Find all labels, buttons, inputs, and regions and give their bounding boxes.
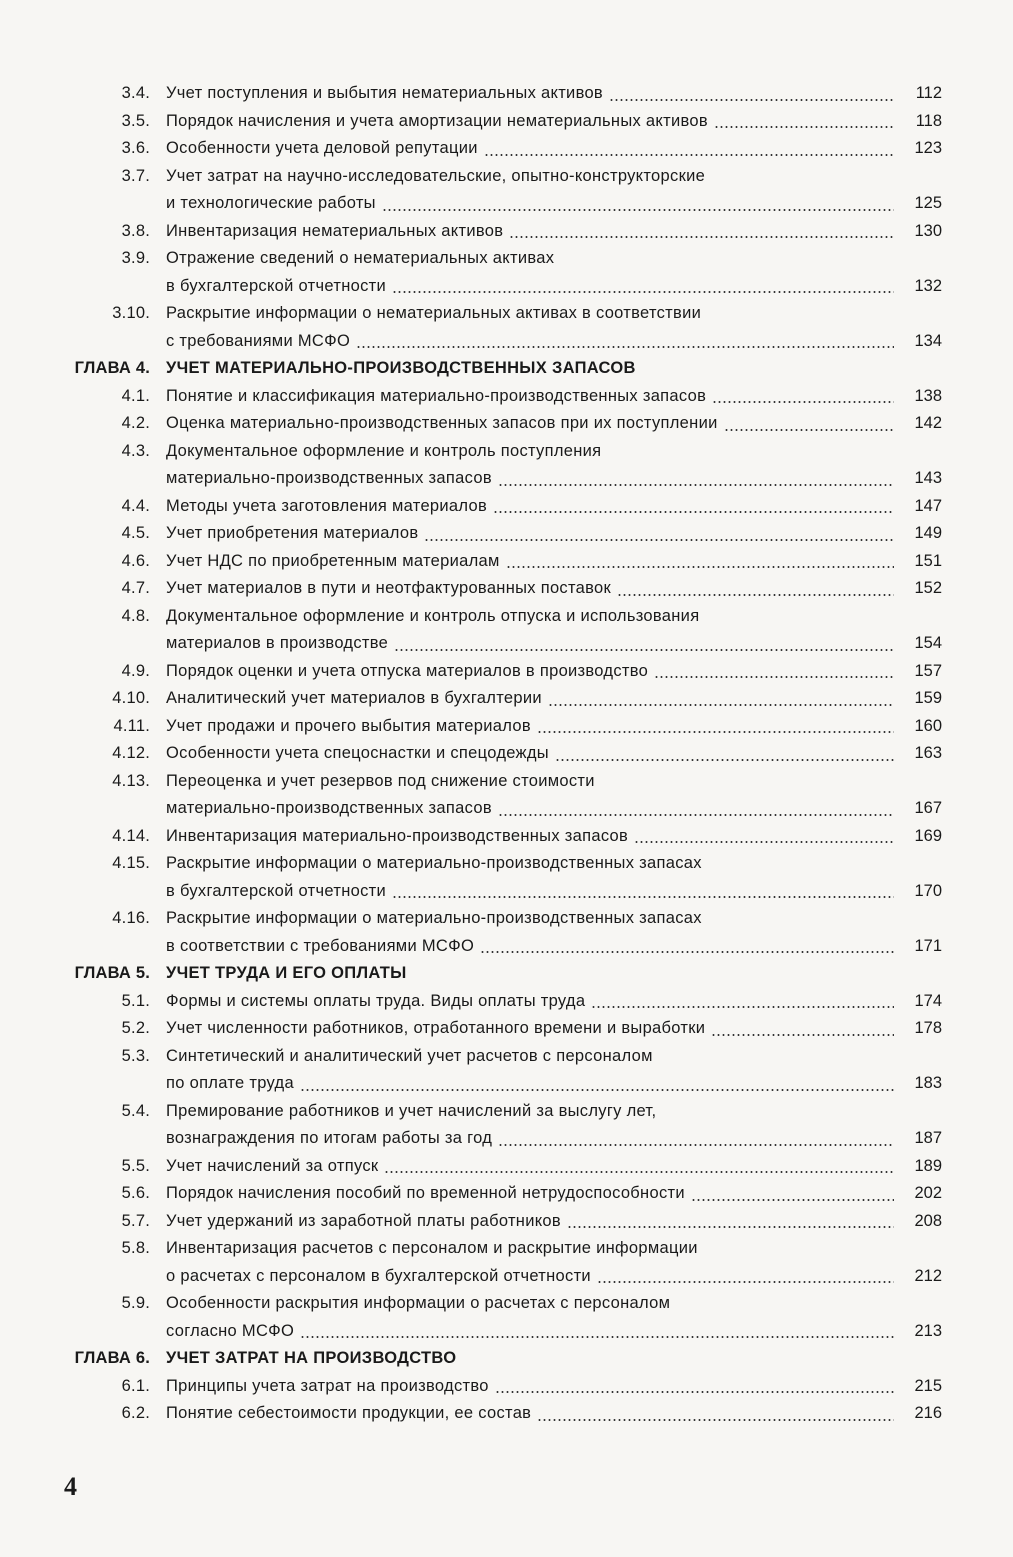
dot-leader: [537, 1419, 894, 1421]
page-ref: 216: [914, 1404, 942, 1422]
section-number: 3.4.: [121, 84, 150, 102]
toc-entry: [0, 630, 1013, 658]
dot-leader: [597, 1281, 894, 1283]
toc-entry: [0, 878, 1013, 906]
toc-entry: [0, 108, 1013, 136]
section-number: 4.14.: [112, 826, 150, 845]
toc-entry: [0, 1153, 1013, 1181]
dot-leader: [498, 1144, 894, 1146]
section-number: 5.6.: [121, 1184, 150, 1202]
dot-leader: [392, 291, 894, 293]
page-ref: 202: [914, 1184, 942, 1202]
section-title: с требованиями МСФО: [166, 331, 351, 350]
dot-leader: [384, 1171, 894, 1173]
section-title: Оценка материально-производственных запасов при их поступлении: [166, 414, 718, 432]
page-ref: 159: [914, 689, 942, 707]
toc-entry: [0, 1015, 1013, 1043]
chapter-title: УЧЕТ МАТЕРИАЛЬНО-ПРОИЗВОДСТВЕННЫХ ЗАПАСОВ: [166, 359, 636, 377]
section-number: 4.15.: [112, 854, 150, 872]
section-title: Премирование работников и учет начислений за выслугу лет,: [166, 1101, 657, 1120]
section-title: Учет поступления и выбытия нематериальных активов: [166, 84, 603, 102]
section-number: 4.12.: [112, 744, 150, 762]
page-ref: 112: [915, 84, 942, 102]
page-number: 4: [64, 1472, 77, 1501]
dot-leader: [555, 759, 894, 761]
section-title: вознаграждения по итогам работы за год: [166, 1129, 493, 1147]
chapter-number: ГЛАВА 6.: [74, 1349, 150, 1367]
section-title: материально-производственных запасов: [166, 469, 492, 487]
toc-entry: [0, 328, 1013, 356]
section-title: материалов в производстве: [166, 634, 389, 652]
dot-leader: [548, 704, 894, 706]
dot-leader: [424, 539, 894, 541]
toc-entry: [0, 1125, 1013, 1153]
section-title: Документальное оформление и контроль поступления: [166, 441, 602, 460]
section-number: 5.4.: [121, 1101, 150, 1120]
section-title: Учет НДС по приобретенным материалам: [166, 551, 500, 570]
dot-leader: [495, 1391, 894, 1393]
section-number: 3.10.: [112, 304, 150, 322]
table-of-contents: [0, 80, 1013, 1428]
section-title: Методы учета заготовления материалов: [166, 496, 488, 515]
section-title: Особенности раскрытия информации о расчетах с персоналом: [166, 1294, 671, 1312]
dot-leader: [506, 566, 894, 568]
dot-leader: [537, 731, 894, 733]
section-title: Раскрытие информации о нематериальных активах в соответствии: [166, 304, 702, 322]
toc-entry: [0, 493, 1013, 521]
toc-entry: [0, 1098, 1013, 1126]
toc-entry: [0, 905, 1013, 933]
page-ref: 212: [914, 1266, 942, 1285]
section-number: 5.5.: [121, 1156, 150, 1175]
chapter-heading: [0, 355, 1013, 383]
toc-entry: [0, 603, 1013, 631]
section-number: 4.8.: [121, 606, 150, 625]
dot-leader: [724, 429, 894, 431]
section-title: Особенности учета спецоснастки и спецодежды: [166, 744, 549, 762]
dot-leader: [300, 1336, 894, 1338]
dot-leader: [394, 649, 894, 651]
section-title: в бухгалтерской отчетности: [166, 276, 387, 295]
dot-leader: [480, 951, 894, 953]
section-number: 5.1.: [121, 991, 150, 1010]
section-title: Особенности учета деловой репутации: [166, 139, 478, 157]
section-title: Инвентаризация материально-производственных запасов: [166, 826, 629, 845]
toc-entry: [0, 823, 1013, 851]
section-title: Порядок начисления пособий по временной нетрудоспособности: [166, 1184, 685, 1202]
section-title: Учет приобретения материалов: [166, 524, 419, 542]
section-number: 4.16.: [112, 909, 150, 927]
toc-entry: [0, 1318, 1013, 1346]
toc-entry: [0, 850, 1013, 878]
dot-leader: [567, 1226, 894, 1228]
dot-leader: [654, 676, 894, 678]
page-ref: 132: [914, 276, 942, 295]
page-ref: 178: [914, 1019, 942, 1037]
section-title: Понятие себестоимости продукции, ее состав: [166, 1404, 532, 1422]
section-title: в соответствии с требованиями МСФО: [166, 936, 475, 955]
toc-entry: [0, 300, 1013, 328]
page-ref: 149: [914, 524, 942, 542]
section-number: 5.7.: [121, 1211, 150, 1230]
section-title: Аналитический учет материалов в бухгалтерии: [166, 689, 542, 707]
section-number: 4.5.: [121, 524, 150, 542]
toc-entry: [0, 768, 1013, 796]
toc-entry: [0, 1043, 1013, 1071]
section-number: 4.9.: [121, 661, 150, 680]
section-number: 4.7.: [121, 579, 150, 597]
section-title: Понятие и классификация материально-производственных запасов: [166, 386, 707, 405]
dot-leader: [484, 154, 894, 156]
section-title: материально-производственных запасов: [166, 799, 492, 817]
section-number: 3.7.: [121, 166, 150, 185]
chapter-number: ГЛАВА 4.: [74, 359, 150, 377]
dot-leader: [609, 99, 894, 101]
toc-entry: [0, 1373, 1013, 1401]
section-number: 4.13.: [112, 771, 150, 790]
toc-entry: [0, 1235, 1013, 1263]
page-ref: 151: [914, 551, 942, 570]
page-ref: 157: [914, 661, 942, 680]
dot-leader: [392, 896, 894, 898]
section-title: Раскрытие информации о материально-производственных запасах: [166, 909, 702, 927]
dot-leader: [498, 814, 894, 816]
page-ref: 154: [914, 634, 942, 652]
section-title: согласно МСФО: [166, 1321, 295, 1340]
section-title: Инвентаризация нематериальных активов: [166, 221, 504, 240]
toc-entry: [0, 245, 1013, 273]
section-title: Принципы учета затрат на производство: [166, 1376, 489, 1395]
section-title: Инвентаризация расчетов с персоналом и раскрытие информации: [166, 1239, 698, 1257]
section-title: Учет численности работников, отработанного времени и выработки: [166, 1019, 706, 1037]
section-title: Учет продажи и прочего выбытия материалов: [166, 716, 531, 735]
toc-entry: [0, 135, 1013, 163]
page-ref: 171: [914, 936, 942, 955]
section-number: 4.3.: [121, 441, 150, 460]
toc-entry: [0, 80, 1013, 108]
dot-leader: [300, 1089, 894, 1091]
section-title: Переоценка и учет резервов под снижение стоимости: [166, 771, 595, 790]
toc-entry: [0, 438, 1013, 466]
section-number: 5.9.: [121, 1294, 150, 1312]
toc-entry: [0, 273, 1013, 301]
toc-entry: [0, 988, 1013, 1016]
dot-leader: [356, 346, 894, 348]
dot-leader: [711, 1034, 894, 1036]
section-title: Учет материалов в пути и неотфактурованных поставок: [166, 579, 611, 597]
dot-leader: [691, 1199, 894, 1201]
toc-entry: [0, 1263, 1013, 1291]
page-ref: 213: [914, 1321, 942, 1340]
section-title: и технологические работы: [166, 194, 376, 212]
dot-leader: [493, 511, 894, 513]
page-ref: 163: [914, 744, 942, 762]
toc-entry: [0, 1290, 1013, 1318]
page-ref: 118: [915, 111, 942, 130]
page-ref: 160: [914, 716, 942, 735]
chapter-heading: [0, 960, 1013, 988]
dot-leader: [712, 401, 894, 403]
dot-leader: [509, 236, 894, 238]
chapter-title: УЧЕТ ЗАТРАТ НА ПРОИЗВОДСТВО: [166, 1349, 457, 1367]
dot-leader: [714, 126, 894, 128]
page-ref: 187: [914, 1129, 942, 1147]
section-title: Раскрытие информации о материально-производственных запасах: [166, 854, 702, 872]
toc-entry: [0, 795, 1013, 823]
section-number: 5.2.: [121, 1019, 150, 1037]
page-ref: 170: [914, 881, 942, 900]
toc-entry: [0, 575, 1013, 603]
section-number: 4.2.: [121, 414, 150, 432]
section-number: 4.1.: [121, 386, 150, 405]
page-ref: 125: [914, 194, 942, 212]
page-ref: 130: [914, 221, 942, 240]
section-title: по оплате труда: [166, 1074, 294, 1092]
toc-entry: [0, 410, 1013, 438]
toc-entry: [0, 520, 1013, 548]
section-title: Документальное оформление и контроль отпуска и использования: [166, 606, 700, 625]
toc-entry: [0, 1208, 1013, 1236]
section-number: 5.8.: [121, 1239, 150, 1257]
section-number: 5.3.: [121, 1046, 150, 1065]
section-title: Порядок начисления и учета амортизации нематериальных активов: [166, 111, 708, 130]
page-ref: 123: [914, 139, 942, 157]
page-ref: 189: [914, 1156, 942, 1175]
page-ref: 143: [914, 469, 942, 487]
section-title: Учет затрат на научно-исследовательские, опытно-конструкторские: [166, 166, 706, 185]
section-title: Учет начислений за отпуск: [166, 1156, 379, 1175]
section-number: 3.9.: [121, 249, 150, 267]
page-ref: 208: [914, 1211, 942, 1230]
chapter-heading: [0, 1345, 1013, 1373]
page-ref: 183: [914, 1074, 942, 1092]
section-title: в бухгалтерской отчетности: [166, 881, 387, 900]
page-ref: 169: [914, 826, 942, 845]
page-ref: 152: [914, 579, 942, 597]
dot-leader: [498, 484, 894, 486]
toc-entry: [0, 1400, 1013, 1428]
toc-entry: [0, 740, 1013, 768]
section-number: 3.6.: [121, 139, 150, 157]
section-title: Порядок оценки и учета отпуска материалов в производство: [166, 661, 649, 680]
page-ref: 142: [914, 414, 942, 432]
toc-entry: [0, 218, 1013, 246]
section-number: 4.11.: [113, 716, 150, 735]
section-title: о расчетах с персоналом в бухгалтерской отчетности: [166, 1266, 591, 1285]
chapter-number: ГЛАВА 5.: [74, 964, 150, 982]
section-title: Формы и системы оплаты труда. Виды оплаты труда: [166, 991, 586, 1010]
page-ref: 138: [914, 386, 942, 405]
page-ref: 147: [914, 496, 942, 515]
toc-entry: [0, 685, 1013, 713]
dot-leader: [591, 1006, 894, 1008]
toc-entry: [0, 933, 1013, 961]
chapter-title: УЧЕТ ТРУДА И ЕГО ОПЛАТЫ: [166, 964, 407, 982]
toc-entry: [0, 383, 1013, 411]
section-number: 6.1.: [121, 1376, 150, 1395]
page-ref: 167: [914, 799, 942, 817]
toc-entry: [0, 190, 1013, 218]
page-ref: 215: [914, 1376, 942, 1395]
toc-entry: [0, 658, 1013, 686]
page-ref: 174: [914, 991, 942, 1010]
toc-entry: [0, 163, 1013, 191]
toc-entry: [0, 465, 1013, 493]
section-number: 4.4.: [121, 496, 150, 515]
section-number: 4.6.: [121, 551, 150, 570]
page-ref: 134: [914, 331, 942, 350]
section-number: 4.10.: [112, 689, 150, 707]
section-number: 6.2.: [121, 1404, 150, 1422]
toc-entry: [0, 713, 1013, 741]
section-title: Синтетический и аналитический учет расчетов с персоналом: [166, 1046, 653, 1065]
toc-entry: [0, 1180, 1013, 1208]
toc-entry: [0, 1070, 1013, 1098]
dot-leader: [382, 209, 894, 211]
section-number: 3.5.: [121, 111, 150, 130]
dot-leader: [617, 594, 894, 596]
section-number: 3.8.: [121, 221, 150, 240]
section-title: Учет удержаний из заработной платы работников: [166, 1211, 561, 1230]
dot-leader: [634, 841, 894, 843]
toc-entry: [0, 548, 1013, 576]
section-title: Отражение сведений о нематериальных активах: [166, 249, 555, 267]
